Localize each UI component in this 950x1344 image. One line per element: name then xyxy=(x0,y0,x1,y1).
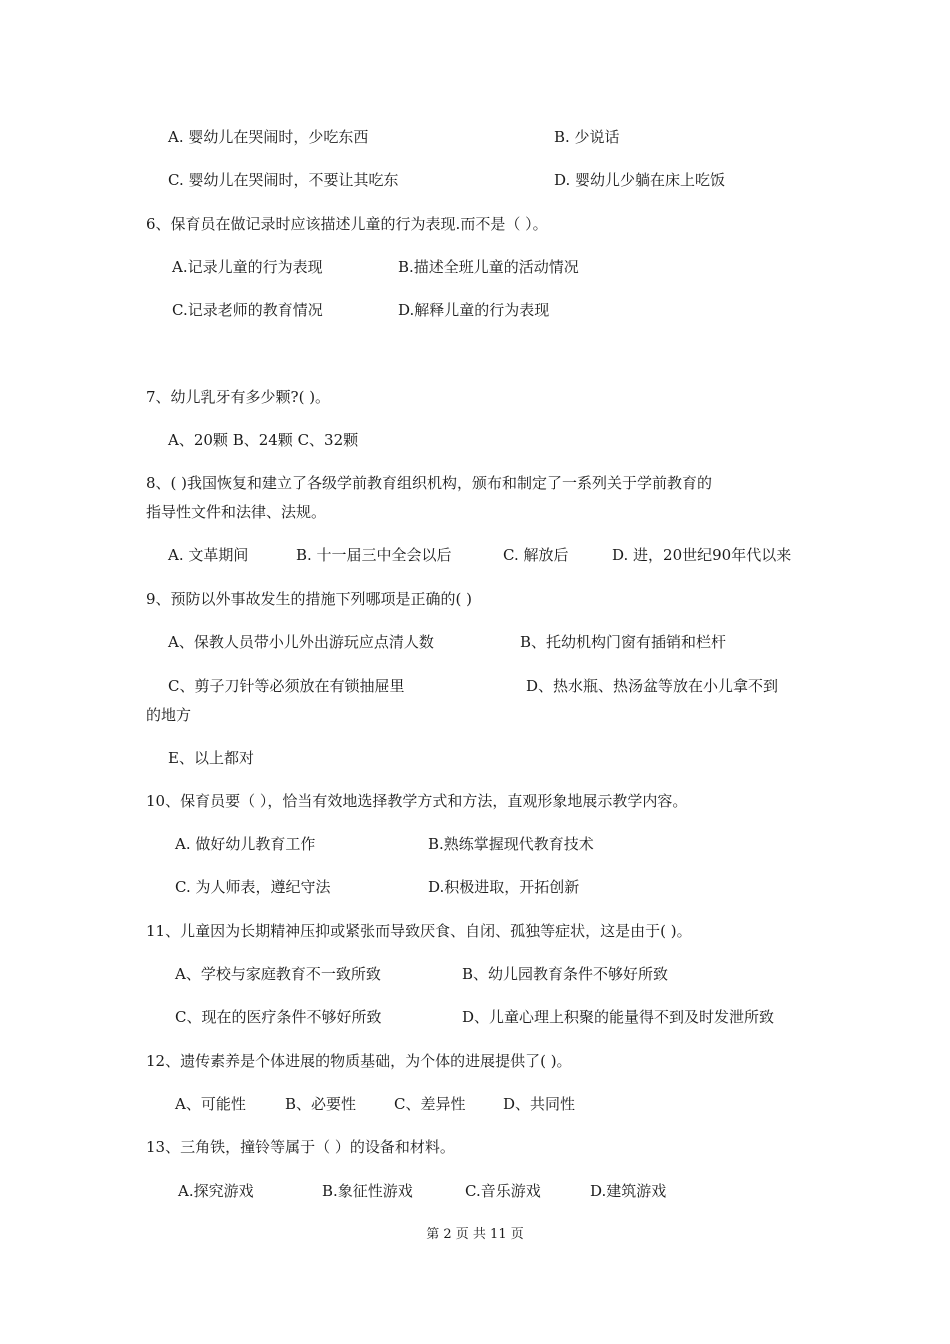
q11-option-c: C、现在的医疗条件不够好所致 xyxy=(175,1008,382,1026)
q11-option-d: D、儿童心理上积聚的能量得不到及时发泄所致 xyxy=(462,1008,775,1026)
q11-stem-row xyxy=(0,920,950,942)
q8-option-a: A. 文革期间 xyxy=(168,546,249,564)
q12-option-b: B、必要性 xyxy=(285,1095,357,1113)
q11-options-row-2 xyxy=(0,1006,950,1028)
page-number-footer: 第 2 页 共 11 页 xyxy=(426,1227,524,1242)
q11-stem: 11、儿童因为长期精神压抑或紧张而导致厌食、自闭、孤独等症状，这是由于( )。 xyxy=(146,922,692,940)
q6-option-c: C.记录老师的教育情况 xyxy=(172,301,323,319)
q9-option-d: D、热水瓶、热汤盆等放在小儿拿不到 xyxy=(526,677,779,695)
q13-stem-row xyxy=(0,1136,950,1158)
q9-option-a: A、保教人员带小儿外出游玩应点清人数 xyxy=(168,633,434,651)
q11-options-row-1 xyxy=(0,963,950,985)
q9-options-row-1 xyxy=(0,631,950,653)
q13-option-d: D.建筑游戏 xyxy=(590,1182,667,1200)
q13-option-a: A.探究游戏 xyxy=(178,1182,254,1200)
q10-stem-row xyxy=(0,790,950,812)
q6-stem: 6、保育员在做记录时应该描述儿童的行为表现.而不是（ ）。 xyxy=(146,215,548,233)
q5-options-row-1 xyxy=(0,126,950,148)
q6-option-b: B.描述全班儿童的活动情况 xyxy=(398,258,579,276)
q10-option-b: B.熟练掌握现代教育技术 xyxy=(428,835,594,853)
q5-option-b: B. 少说话 xyxy=(554,128,620,146)
q10-option-c: C. 为人师表，遵纪守法 xyxy=(175,878,331,896)
q6-option-d: D.解释儿童的行为表现 xyxy=(398,301,550,319)
q12-stem: 12、遗传素养是个体进展的物质基础，为个体的进展提供了( )。 xyxy=(146,1052,572,1070)
q6-options-row-2 xyxy=(0,299,950,321)
q13-options-row xyxy=(0,1180,950,1202)
q12-stem-row xyxy=(0,1050,950,1072)
q9-option-c: C、剪子刀针等必须放在有锁抽屉里 xyxy=(168,677,405,695)
q7-stem: 7、幼儿乳牙有多少颗?( )。 xyxy=(146,388,331,406)
q10-option-d: D.积极进取，开拓创新 xyxy=(428,878,580,896)
q12-option-d: D、共同性 xyxy=(503,1095,576,1113)
q11-option-a: A、学校与家庭教育不一致所致 xyxy=(175,965,381,983)
q8-stem-line-2: 指导性文件和法律、法规。 xyxy=(146,503,327,521)
q8-stem-row-1 xyxy=(0,472,950,494)
q8-option-b: B. 十一届三中全会以后 xyxy=(296,546,452,564)
q9-options-row-2 xyxy=(0,675,950,697)
q6-stem-row xyxy=(0,213,950,235)
q11-option-b: B、幼儿园教育条件不够好所致 xyxy=(462,965,669,983)
q10-options-row-2 xyxy=(0,876,950,898)
q12-options-row xyxy=(0,1093,950,1115)
q7-options: A、20颗 B、24颗 C、32颗 xyxy=(168,431,359,449)
q8-option-d: D. 进，20世纪90年代以来 xyxy=(612,546,792,564)
q8-stem-line-1: 8、( )我国恢复和建立了各级学前教育组织机构，颁布和制定了一系列关于学前教育的 xyxy=(146,474,713,492)
q5-option-c: C. 婴幼儿在哭闹时，不要让其吃东 xyxy=(168,171,399,189)
q8-stem-row-2 xyxy=(0,501,950,523)
q6-options-row-1 xyxy=(0,256,950,278)
q8-options-row xyxy=(0,544,950,566)
q9-option-e: E、以上都对 xyxy=(168,749,254,767)
q10-options-row-1 xyxy=(0,833,950,855)
q5-option-a: A. 婴幼儿在哭闹时，少吃东西 xyxy=(168,128,369,146)
q9-option-b: B、托幼机构门窗有插销和栏杆 xyxy=(520,633,727,651)
q5-options-row-2 xyxy=(0,169,950,191)
q9-option-d-continued: 的地方 xyxy=(146,706,192,724)
q7-options-row xyxy=(0,429,950,451)
q8-option-c: C. 解放后 xyxy=(503,546,569,564)
q13-option-c: C.音乐游戏 xyxy=(465,1182,541,1200)
q10-stem: 10、保育员要（ ），恰当有效地选择教学方式和方法，直观形象地展示教学内容。 xyxy=(146,792,688,810)
q12-option-c: C、差异性 xyxy=(394,1095,466,1113)
q9-options-row-4 xyxy=(0,747,950,769)
q9-stem: 9、预防以外事故发生的措施下列哪项是正确的( ) xyxy=(146,590,473,608)
q13-stem: 13、三角铁，撞铃等属于（ ）的设备和材料。 xyxy=(146,1138,455,1156)
q7-stem-row xyxy=(0,386,950,408)
q13-option-b: B.象征性游戏 xyxy=(322,1182,413,1200)
q10-option-a: A. 做好幼儿教育工作 xyxy=(175,835,316,853)
q9-stem-row xyxy=(0,588,950,610)
q9-options-row-3 xyxy=(0,704,950,726)
q6-option-a: A.记录儿童的行为表现 xyxy=(172,258,323,276)
q5-option-d: D. 婴幼儿少躺在床上吃饭 xyxy=(554,171,726,189)
q12-option-a: A、可能性 xyxy=(175,1095,246,1113)
